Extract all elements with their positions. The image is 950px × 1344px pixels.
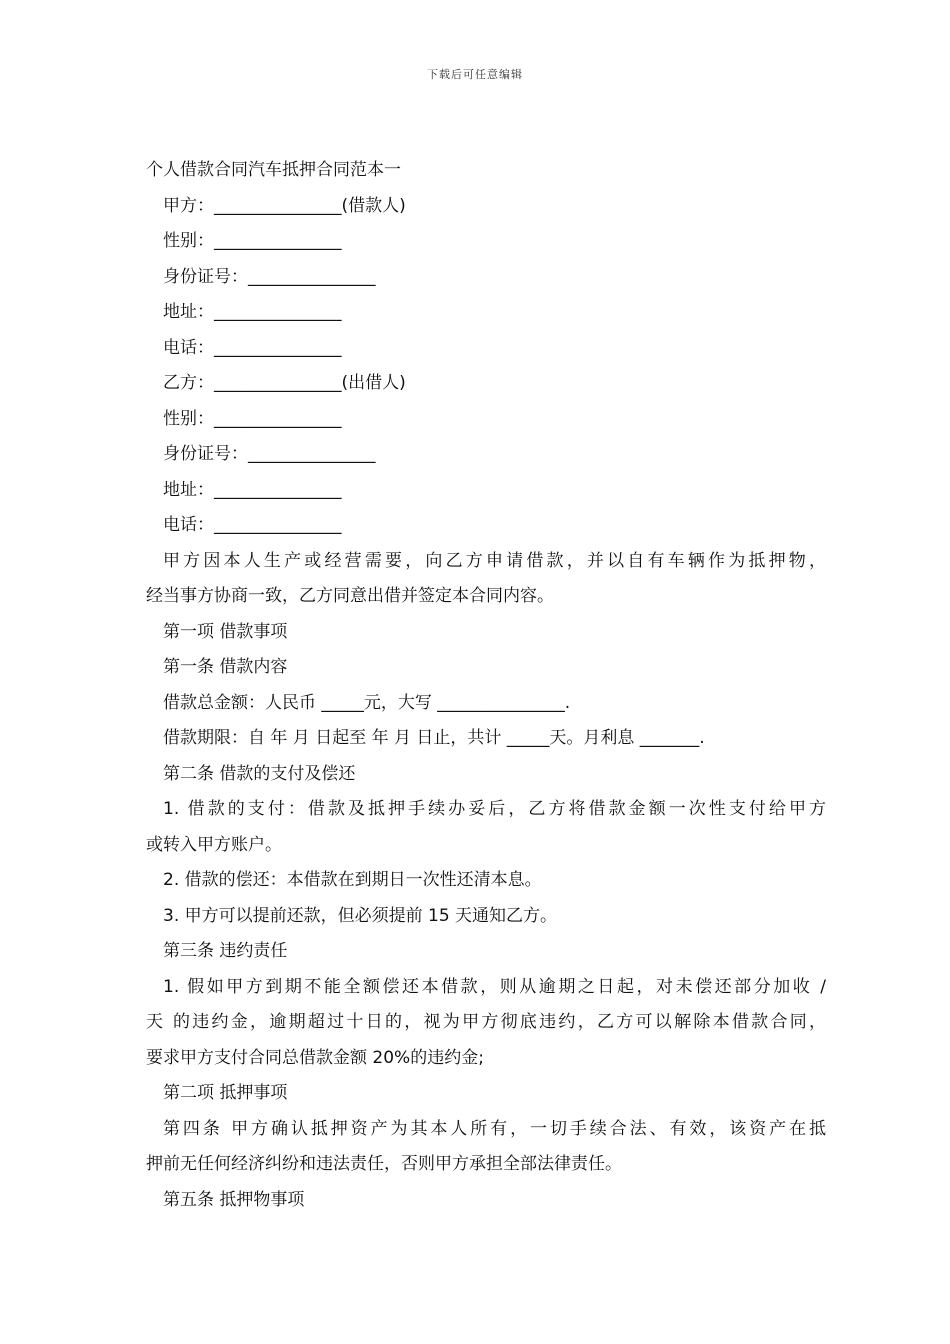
breach-clause-line-3: 要求甲方支付合同总借款金额 20%的违约金;: [146, 1047, 484, 1068]
article-3-heading: 第三条 违约责任: [163, 941, 288, 961]
document-body: [146, 153, 826, 1218]
document-title: 个人借款合同汽车抵押合同范本一: [146, 160, 401, 180]
party-b-phone: 电话：_______________: [163, 515, 342, 535]
party-a-phone: 电话：_______________: [163, 337, 342, 358]
party-b-id: 身份证号：_______________: [163, 444, 376, 464]
party-b-gender: 性别：_______________: [163, 408, 342, 429]
item-2-heading: 第二项 抵押事项: [163, 1083, 288, 1103]
article-1-heading: 第一条 借款内容: [163, 657, 288, 677]
payment-clause-2: 2. 借款的偿还：本借款在到期日一次性还清本息。: [163, 870, 542, 890]
party-a-id: 身份证号：_______________: [163, 266, 376, 287]
payment-clause-1-line-1: 1. 借款的支付：借款及抵押手续办妥后，乙方将借款金额一次性支付给甲方: [163, 799, 826, 819]
breach-clause-line-1: 1. 假如甲方到期不能全额偿还本借款，则从逾期之日起，对未偿还部分加收 /: [163, 976, 826, 997]
intro-line-1: 甲方因本人生产或经营需要，向乙方申请借款，并以自有车辆作为抵押物，: [163, 550, 826, 571]
article-4-line-1: 第四条 甲方确认抵押资产为其本人所有，一切手续合法、有效，该资产在抵: [163, 1118, 826, 1139]
item-1-heading: 第一项 借款事项: [163, 621, 288, 642]
party-a-address: 地址：_______________: [163, 302, 342, 322]
loan-amount: 借款总金额：人民币 _____元，大写 _______________.: [163, 692, 571, 713]
page-header-note: 下载后可任意编辑: [427, 68, 523, 81]
article-4-line-2: 押前无任何经济纠纷和违法责任，否则甲方承担全部法律责任。: [146, 1154, 622, 1174]
loan-term: 借款期限：自 年 月 日起至 年 月 日止，共计 _____天。月利息 _______.: [163, 728, 705, 748]
payment-clause-1-line-2: 或转入甲方账户。: [146, 834, 282, 855]
article-2-heading: 第二条 借款的支付及偿还: [163, 763, 356, 784]
party-a-name: 甲方：_______________(借款人): [163, 195, 406, 216]
payment-clause-3: 3. 甲方可以提前还款，但必须提前 15 天通知乙方。: [163, 905, 558, 926]
party-b-address: 地址：_______________: [163, 479, 342, 500]
party-a-gender: 性别：_______________: [163, 231, 342, 251]
intro-line-2: 经当事方协商一致，乙方同意出借并签定本合同内容。: [146, 586, 554, 606]
breach-clause-line-2: 天 的违约金，逾期超过十日的，视为甲方彻底违约，乙方可以解除本借款合同，: [146, 1012, 826, 1032]
article-5-heading: 第五条 抵押物事项: [163, 1189, 305, 1210]
party-b-name: 乙方：_______________(出借人): [163, 373, 406, 393]
